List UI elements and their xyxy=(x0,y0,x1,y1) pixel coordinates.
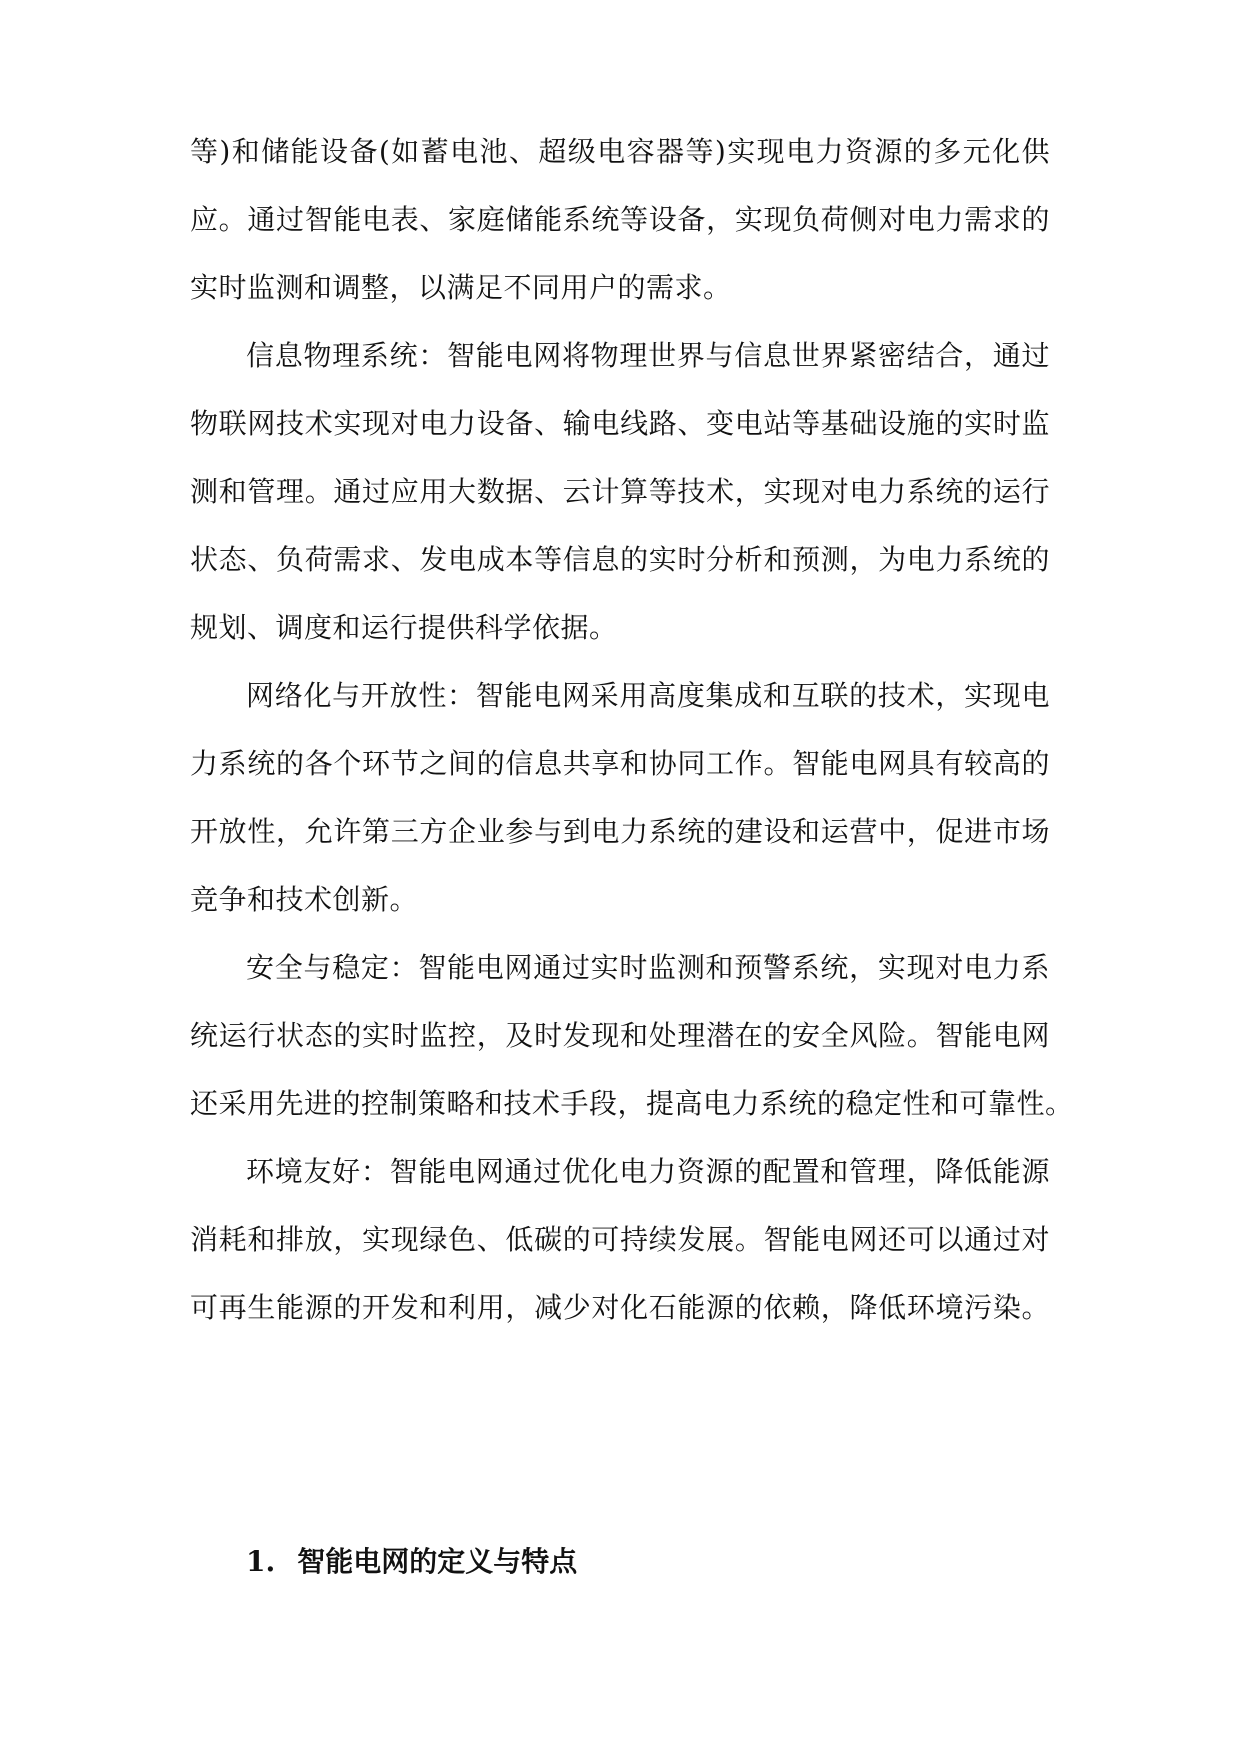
paragraph-line: 统运行状态的实时监控，及时发现和处理潜在的安全风险。智能电网 xyxy=(190,1019,1050,1052)
paragraph-line: 开放性，允许第三方企业参与到电力系统的建设和运营中，促进市场 xyxy=(190,815,1050,848)
paragraph-line: 应。通过智能电表、家庭储能系统等设备，实现负荷侧对电力需求的 xyxy=(190,203,1050,236)
paragraph-line: 竞争和技术创新。 xyxy=(190,883,419,916)
paragraph-line: 状态、负荷需求、发电成本等信息的实时分析和预测，为电力系统的 xyxy=(190,543,1050,576)
paragraph-line: 物联网技术实现对电力设备、输电线路、变电站等基础设施的实时监 xyxy=(190,407,1050,440)
paragraph-line: 实时监测和调整，以满足不同用户的需求。 xyxy=(190,271,732,304)
section-number: 1. xyxy=(246,1545,276,1578)
paragraph-line: 环境友好：智能电网通过优化电力资源的配置和管理，降低能源 xyxy=(246,1155,1050,1188)
section-title: 智能电网的定义与特点 xyxy=(297,1545,578,1578)
section-heading xyxy=(246,1542,577,1582)
paragraph-line: 安全与稳定：智能电网通过实时监测和预警系统，实现对电力系 xyxy=(246,951,1050,984)
paragraph-line: 测和管理。通过应用大数据、云计算等技术，实现对电力系统的运行 xyxy=(190,475,1050,508)
paragraph-line: 力系统的各个环节之间的信息共享和协同工作。智能电网具有较高的 xyxy=(190,747,1050,780)
paragraph-line: 等)和储能设备(如蓄电池、超级电容器等)实现电力资源的多元化供 xyxy=(190,135,1050,168)
paragraph-line: 规划、调度和运行提供科学依据。 xyxy=(190,611,618,644)
paragraph-line: 可再生能源的开发和利用，减少对化石能源的依赖，降低环境污染。 xyxy=(190,1291,1050,1324)
paragraph-line: 还采用先进的控制策略和技术手段，提高电力系统的稳定性和可靠性。 xyxy=(190,1087,1074,1120)
paragraph-line: 信息物理系统：智能电网将物理世界与信息世界紧密结合，通过 xyxy=(246,339,1050,372)
paragraph-line: 网络化与开放性：智能电网采用高度集成和互联的技术，实现电 xyxy=(246,679,1050,712)
paragraph-line: 消耗和排放，实现绿色、低碳的可持续发展。智能电网还可以通过对 xyxy=(190,1223,1050,1256)
